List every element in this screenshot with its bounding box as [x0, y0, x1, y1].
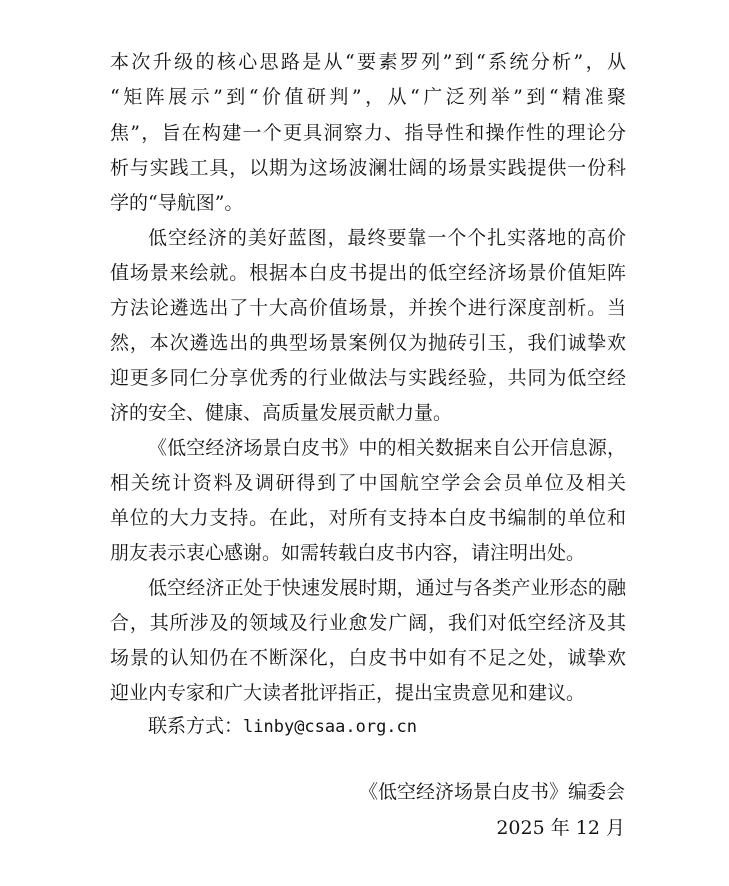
text-line: 迎业内专家和广大读者批评指正，提出宝贵意见和建议。	[110, 682, 586, 704]
text-line: 场景的认知仍在不断深化，白皮书中如有不足之处，诚挚欢	[110, 647, 626, 669]
text-line: “矩阵展示”到“价值研判”，从“广泛列举”到“精准聚	[110, 86, 626, 108]
signature-org: 《低空经济场景白皮书》编委会	[358, 781, 625, 803]
text-line: 低空经济的美好蓝图，最终要靠一个个扎实落地的高价	[148, 227, 626, 249]
text-line: 方法论遴选出了十大高价值场景，并挨个进行深度剖析。当	[110, 297, 626, 319]
contact-line	[148, 714, 417, 739]
text-line: 迎更多同仁分享优秀的行业做法与实践经验，共同为低空经	[110, 367, 626, 389]
text-line: 学的“导航图”。	[110, 192, 244, 214]
text-line: 单位的大力支持。在此，对所有支持本白皮书编制的单位和	[110, 507, 626, 529]
text-line: 济的安全、健康、高质量发展贡献力量。	[110, 402, 453, 424]
text-line: 焦”，旨在构建一个更具洞察力、指导性和操作性的理论分	[110, 122, 626, 144]
text-line: 合，其所涉及的领域及行业愈发广阔，我们对低空经济及其	[110, 612, 626, 634]
contact-email: linby@csaa.org.cn	[243, 717, 418, 737]
text-line: 值场景来绘就。根据本白皮书提出的低空经济场景价值矩阵	[110, 262, 626, 284]
text-line: 析与实践工具，以期为这场波澜壮阔的场景实践提供一份科	[110, 157, 626, 179]
signature-date: 2025 年 12 月	[496, 817, 625, 839]
contact-label: 联系方式：	[148, 715, 244, 737]
text-line: 相关统计资料及调研得到了中国航空学会会员单位及相关	[110, 472, 626, 494]
text-line: 本次升级的核心思路是从“要素罗列”到“系统分析”，从	[110, 51, 626, 73]
text-line: 《低空经济场景白皮书》中的相关数据来自公开信息源，	[148, 437, 626, 459]
text-line: 低空经济正处于快速发展时期，通过与各类产业形态的融	[148, 577, 626, 599]
text-line: 朋友表示衷心感谢。如需转载白皮书内容，请注明出处。	[110, 542, 586, 564]
text-line: 然，本次遴选出的典型场景案例仅为抛砖引玉，我们诚挚欢	[110, 332, 626, 354]
